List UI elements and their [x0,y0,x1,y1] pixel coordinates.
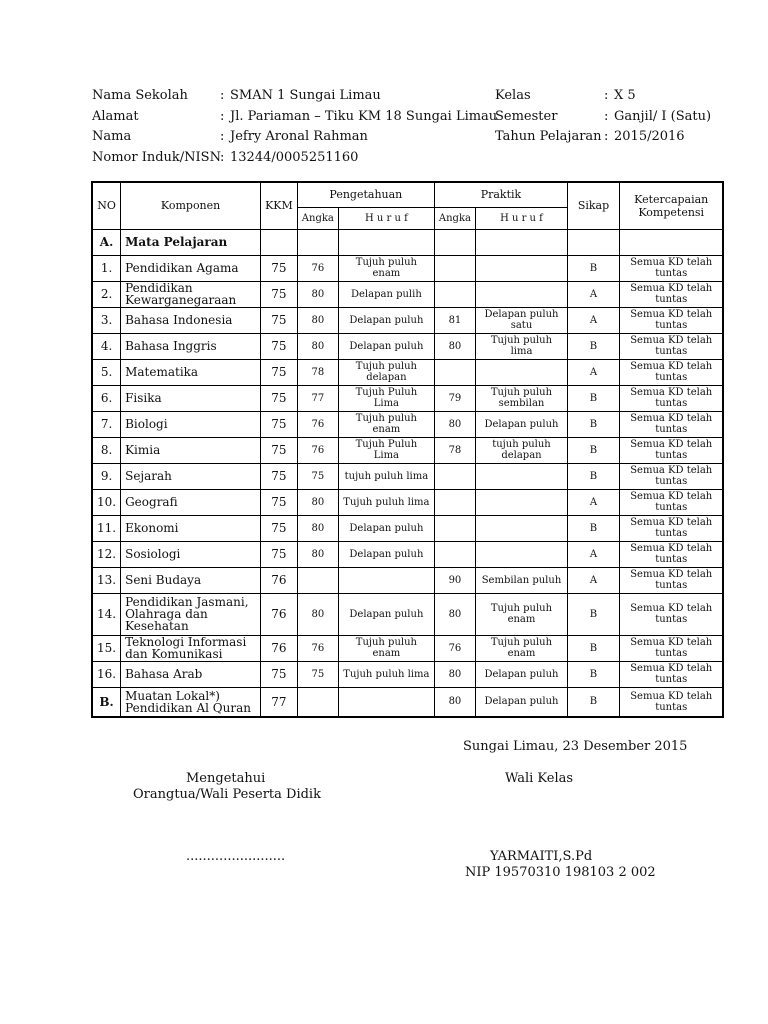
row-sikap: B [567,385,619,411]
row-no: 6. [92,385,121,411]
row-pengetahuan-angka: 80 [297,489,338,515]
table-row [92,385,723,411]
row-komponen: Fisika [121,385,261,411]
row-sikap: B [567,661,619,687]
place-date: Sungai Limau, 23 Desember 2015 [463,739,688,754]
row-kkm: 76 [261,635,298,661]
info-colon: : [220,88,225,103]
row-ketercapaian: Semua KD telah tuntas [619,567,723,593]
row-praktik-angka: 80 [434,333,475,359]
row-kkm: 75 [261,359,298,385]
row-praktik-huruf: Delapan puluh satu [475,307,567,333]
row-ketercapaian: Semua KD telah tuntas [619,541,723,567]
header-pengetahuan-huruf: H u r u f [338,207,434,229]
header-pengetahuan: Pengetahuan [297,182,434,207]
row-ketercapaian: Semua KD telah tuntas [619,463,723,489]
student-info-left [92,86,497,168]
row-praktik-huruf [475,359,567,385]
row-pengetahuan-huruf: tujuh puluh lima [338,463,434,489]
row-praktik-huruf: tujuh puluh delapan [475,437,567,463]
table-row [92,307,723,333]
row-ketercapaian: Semua KD telah tuntas [619,515,723,541]
row-pengetahuan-huruf: Delapan puluh [338,541,434,567]
row-kkm: 76 [261,567,298,593]
student-info-right [495,86,711,148]
info-left-row [92,148,497,169]
row-pengetahuan-angka: 76 [297,437,338,463]
info-value: Ganjil/ I (Satu) [614,108,712,124]
row-pengetahuan-huruf: Tujuh puluh lima [338,489,434,515]
info-label: Nomor Induk/NISN [92,149,221,165]
table-row [92,661,723,687]
info-left-row [92,127,497,148]
row-pengetahuan-angka: 76 [297,255,338,281]
row-pengetahuan-angka: 76 [297,635,338,661]
info-label: Nama Sekolah [92,88,188,103]
row-no: 15. [92,635,121,661]
table-row [92,437,723,463]
row-praktik-angka [434,359,475,385]
homeroom-title: Wali Kelas [505,771,574,786]
row-kkm: 75 [261,411,298,437]
row-kkm: 75 [261,333,298,359]
row-komponen: Bahasa Inggris [121,333,261,359]
header-komponen: Komponen [121,182,261,229]
row-praktik-angka [434,489,475,515]
section-a-title: Mata Pelajaran [121,229,261,255]
row-komponen: Sosiologi [121,541,261,567]
row-pengetahuan-angka: 77 [297,385,338,411]
row-no: 11. [92,515,121,541]
info-value: 2015/2016 [614,129,685,144]
row-sikap: B [567,333,619,359]
row-praktik-angka [434,255,475,281]
section-a-no: A. [92,229,121,255]
row-sikap: B [567,515,619,541]
table-row [92,359,723,385]
row-no: 9. [92,463,121,489]
grades-table [91,181,724,718]
row-ketercapaian: Semua KD telah tuntas [619,661,723,687]
row-praktik-huruf [475,515,567,541]
row-pengetahuan-angka: 80 [297,541,338,567]
row-pengetahuan-huruf: Delapan puluh [338,515,434,541]
row-pengetahuan-angka: 75 [297,463,338,489]
row-no: 4. [92,333,121,359]
row-sikap: B [567,255,619,281]
row-pengetahuan-huruf [338,567,434,593]
row-komponen: Pendidikan Kewarganegaraan [121,281,261,307]
homeroom-name: YARMAITI,S.Pd [490,849,593,864]
info-right-row [495,86,711,107]
info-left-row [92,107,497,128]
section-a-row [92,229,723,255]
table-row [92,281,723,307]
row-pengetahuan-huruf: Tujuh puluh lima [338,661,434,687]
row-praktik-angka [434,281,475,307]
row-ketercapaian: Semua KD telah tuntas [619,593,723,635]
row-pengetahuan-angka: 80 [297,307,338,333]
row-kkm: 75 [261,385,298,411]
row-praktik-huruf [475,463,567,489]
info-value: Jefry Aronal Rahman [230,129,368,144]
row-ketercapaian: Semua KD telah tuntas [619,385,723,411]
info-colon: : [220,129,225,144]
info-value: X 5 [614,88,636,103]
row-praktik-huruf [475,281,567,307]
table-row [92,463,723,489]
row-praktik-angka [434,541,475,567]
table-row [92,541,723,567]
header-no: NO [92,182,121,229]
row-no: 1. [92,255,121,281]
row-praktik-angka: 81 [434,307,475,333]
row-praktik-huruf: Delapan puluh [475,661,567,687]
table-row [92,489,723,515]
info-value: SMAN 1 Sungai Limau [230,88,381,103]
row-sikap: A [567,541,619,567]
row-no: 14. [92,593,121,635]
row-komponen: Pendidikan Jasmani, Olahraga dan Kesehatan [121,593,261,635]
row-komponen: Ekonomi [121,515,261,541]
row-sikap: A [567,359,619,385]
row-pengetahuan-huruf: Delapan puluh [338,593,434,635]
row-praktik-huruf [475,489,567,515]
row-komponen: Geografi [121,489,261,515]
row-pengetahuan-angka: 80 [297,593,338,635]
row-pengetahuan-huruf: Tujuh puluh delapan [338,359,434,385]
row-sikap: B [567,687,619,717]
row-pengetahuan-huruf: Tujuh puluh enam [338,411,434,437]
row-pengetahuan-angka: 80 [297,515,338,541]
row-praktik-huruf [475,255,567,281]
row-pengetahuan-huruf: Tujuh puluh enam [338,635,434,661]
row-sikap: B [567,437,619,463]
header-ketercapaian: Ketercapaian Kompetensi [619,182,723,229]
info-value: 13244/0005251160 [230,149,359,165]
row-komponen: Muatan Lokal*) Pendidikan Al Quran [121,687,261,717]
parent-signature-line: ........................ [186,849,286,864]
row-praktik-huruf: Delapan puluh [475,687,567,717]
row-kkm: 75 [261,307,298,333]
table-row [92,567,723,593]
row-kkm: 75 [261,489,298,515]
header-praktik: Praktik [434,182,567,207]
row-ketercapaian: Semua KD telah tuntas [619,281,723,307]
row-no: B. [92,687,121,717]
row-praktik-huruf: Delapan puluh [475,411,567,437]
table-row [92,687,723,717]
info-right-row [495,107,711,128]
header-praktik-angka: Angka [434,207,475,229]
row-komponen: Bahasa Indonesia [121,307,261,333]
row-praktik-angka: 79 [434,385,475,411]
row-pengetahuan-angka: 78 [297,359,338,385]
row-ketercapaian: Semua KD telah tuntas [619,687,723,717]
info-right-row [495,127,711,148]
row-komponen: Seni Budaya [121,567,261,593]
row-ketercapaian: Semua KD telah tuntas [619,635,723,661]
row-sikap: B [567,635,619,661]
row-komponen: Bahasa Arab [121,661,261,687]
row-komponen: Sejarah [121,463,261,489]
parent-title: Mengetahui [186,771,266,786]
row-no: 2. [92,281,121,307]
row-kkm: 75 [261,463,298,489]
row-ketercapaian: Semua KD telah tuntas [619,411,723,437]
row-pengetahuan-huruf: Tujuh puluh enam [338,255,434,281]
row-praktik-huruf [475,541,567,567]
row-kkm: 76 [261,593,298,635]
row-praktik-huruf: Tujuh puluh enam [475,635,567,661]
homeroom-nip: NIP 19570310 198103 2 002 [465,865,656,880]
header-sikap: Sikap [567,182,619,229]
row-pengetahuan-angka: 75 [297,661,338,687]
header-pengetahuan-angka: Angka [297,207,338,229]
info-colon: : [220,108,225,124]
info-label: Kelas [495,88,531,103]
row-ketercapaian: Semua KD telah tuntas [619,255,723,281]
info-value: Jl. Pariaman – Tiku KM 18 Sungai Limau [230,108,498,124]
row-praktik-huruf: Tujuh puluh enam [475,593,567,635]
info-colon: : [604,88,609,103]
info-colon: : [604,108,609,124]
row-praktik-angka [434,463,475,489]
row-praktik-angka: 80 [434,593,475,635]
row-praktik-angka: 90 [434,567,475,593]
header-praktik-huruf: H u r u f [475,207,567,229]
row-kkm: 75 [261,255,298,281]
row-kkm: 75 [261,515,298,541]
row-praktik-huruf: Tujuh puluh sembilan [475,385,567,411]
row-praktik-angka: 78 [434,437,475,463]
row-ketercapaian: Semua KD telah tuntas [619,437,723,463]
row-komponen: Pendidikan Agama [121,255,261,281]
info-label: Nama [92,129,132,144]
row-komponen: Kimia [121,437,261,463]
row-ketercapaian: Semua KD telah tuntas [619,307,723,333]
row-pengetahuan-huruf: Delapan puluh [338,307,434,333]
row-praktik-huruf: Sembilan puluh [475,567,567,593]
row-pengetahuan-huruf: Delapan puluh [338,333,434,359]
row-no: 7. [92,411,121,437]
row-sikap: A [567,489,619,515]
row-sikap: B [567,593,619,635]
row-sikap: A [567,307,619,333]
table-row [92,333,723,359]
row-no: 12. [92,541,121,567]
info-colon: : [220,149,225,165]
row-pengetahuan-huruf [338,687,434,717]
row-pengetahuan-huruf: Tujuh Puluh Lima [338,385,434,411]
row-no: 10. [92,489,121,515]
info-left-row [92,86,497,107]
row-ketercapaian: Semua KD telah tuntas [619,333,723,359]
row-praktik-angka: 76 [434,635,475,661]
row-pengetahuan-angka [297,687,338,717]
info-colon: : [604,129,609,144]
row-ketercapaian: Semua KD telah tuntas [619,359,723,385]
row-kkm: 75 [261,661,298,687]
table-row [92,411,723,437]
row-no: 16. [92,661,121,687]
row-sikap: A [567,281,619,307]
row-pengetahuan-angka: 80 [297,281,338,307]
info-label: Tahun Pelajaran [495,129,602,144]
row-pengetahuan-angka: 76 [297,411,338,437]
info-label: Semester [495,108,558,124]
table-row [92,635,723,661]
row-no: 13. [92,567,121,593]
row-praktik-angka: 80 [434,411,475,437]
row-no: 8. [92,437,121,463]
row-kkm: 75 [261,541,298,567]
row-kkm: 75 [261,281,298,307]
row-kkm: 77 [261,687,298,717]
row-praktik-angka: 80 [434,661,475,687]
parent-subtitle: Orangtua/Wali Peserta Didik [133,787,321,802]
row-pengetahuan-huruf: Tujuh Puluh Lima [338,437,434,463]
row-sikap: B [567,463,619,489]
table-row [92,593,723,635]
row-komponen: Teknologi Informasi dan Komunikasi [121,635,261,661]
row-praktik-angka: 80 [434,687,475,717]
row-pengetahuan-huruf: Delapan pulih [338,281,434,307]
row-praktik-angka [434,515,475,541]
header-kkm: KKM [261,182,298,229]
row-komponen: Matematika [121,359,261,385]
row-kkm: 75 [261,437,298,463]
table-row [92,255,723,281]
row-ketercapaian: Semua KD telah tuntas [619,489,723,515]
row-pengetahuan-angka: 80 [297,333,338,359]
info-label: Alamat [92,108,139,124]
table-row [92,515,723,541]
row-pengetahuan-angka [297,567,338,593]
row-no: 3. [92,307,121,333]
row-no: 5. [92,359,121,385]
row-sikap: B [567,411,619,437]
row-praktik-huruf: Tujuh puluh lima [475,333,567,359]
row-sikap: A [567,567,619,593]
row-komponen: Biologi [121,411,261,437]
